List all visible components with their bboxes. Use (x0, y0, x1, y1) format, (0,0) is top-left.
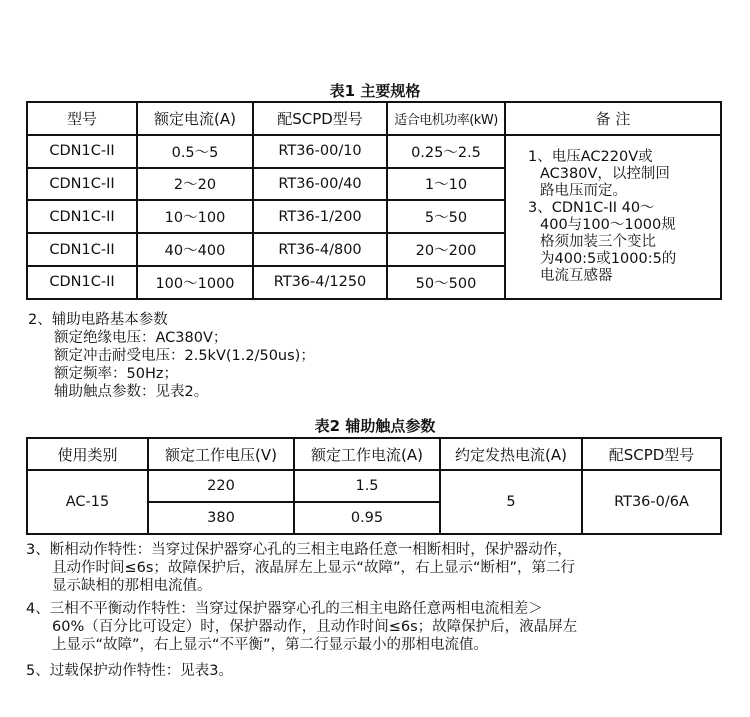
cell-motor-power: 0.25～2.5 (387, 135, 505, 168)
remark-line: 1、电压AC220V或 (528, 148, 653, 165)
phase-loss-section (26, 541, 726, 595)
text-line: 3、断相动作特性：当穿过保护器穿心孔的三相主电路任意一相断相时，保护器动作， (26, 542, 572, 558)
cell-scpd: RT36-0/6A (582, 470, 721, 534)
cell-current: 1.5 (294, 470, 440, 502)
aux-circuit-section (28, 311, 315, 401)
remark-line: 路电压而定。 (540, 182, 627, 199)
cell-voltage: 380 (148, 502, 294, 534)
remarks-cell (505, 135, 721, 299)
overload-section: 5、过载保护动作特性：见表3。 (26, 663, 233, 679)
header-rated-voltage: 额定工作电压(V) (148, 438, 294, 470)
remark-line: 电流互感器 (540, 267, 613, 284)
header-category: 使用类别 (27, 438, 148, 470)
header-thermal-current: 约定发热电流(A) (440, 438, 582, 470)
cell-rated-current: 0.5～5 (137, 135, 253, 168)
cell-motor-power: 1～10 (387, 168, 505, 201)
cell-motor-power: 5～50 (387, 200, 505, 233)
text-line: 且动作时间≤6s；故障保护后，液晶屏左上显示“故障”，右上显示“断相”，第二行 (52, 560, 575, 576)
header-rated-current: 额定电流(A) (137, 102, 253, 135)
cell-model: CDN1C-II (27, 168, 137, 201)
imbalance-section (26, 600, 726, 654)
cell-model: CDN1C-II (27, 233, 137, 266)
cell-rated-current: 10～100 (137, 200, 253, 233)
remark-line: AC380V，以控制回 (540, 165, 670, 182)
text-line: 4、三相不平衡动作特性：当穿过保护器穿心孔的三相主电路任意两相电流相差＞ (26, 601, 543, 617)
header-rated-current: 额定工作电流(A) (294, 438, 440, 470)
cell-scpd-model: RT36-1/200 (253, 200, 387, 233)
cell-rated-current: 2～20 (137, 168, 253, 201)
table-row (27, 470, 721, 502)
cell-model: CDN1C-II (27, 135, 137, 168)
text-line: 60%（百分比可设定）时，保护器动作，且动作时间≤6s；故障保护后，液晶屏左 (52, 619, 578, 635)
cell-scpd-model: RT36-00/40 (253, 168, 387, 201)
table-row (27, 135, 721, 168)
table-header-row (27, 438, 721, 470)
cell-motor-power: 20～200 (387, 233, 505, 266)
cell-rated-current: 100～1000 (137, 266, 253, 299)
aux-contact-table (26, 437, 722, 535)
remark-line: 格须加装三个变比 (540, 233, 656, 250)
param-line: 额定绝缘电压：AC380V； (54, 330, 228, 346)
remark-line: 为400:5或1000:5的 (540, 250, 677, 267)
text-line: 显示缺相的那相电流值。 (52, 578, 212, 594)
table1-caption: 表1 主要规格 (329, 82, 421, 100)
cell-voltage: 220 (148, 470, 294, 502)
param-line: 额定频率：50Hz； (54, 366, 178, 382)
table2-caption: 表2 辅助触点参数 (314, 417, 436, 435)
header-model: 型号 (27, 102, 137, 135)
header-scpd-model: 配SCPD型号 (253, 102, 387, 135)
cell-category: AC-15 (27, 470, 148, 534)
remark-line: 3、CDN1C-II 40～ (528, 199, 655, 216)
cell-model: CDN1C-II (27, 200, 137, 233)
cell-current: 0.95 (294, 502, 440, 534)
table-header-row (27, 102, 721, 135)
cell-scpd-model: RT36-4/800 (253, 233, 387, 266)
cell-model: CDN1C-II (27, 266, 137, 299)
remark-line: 400与100～1000规 (540, 216, 676, 233)
param-line: 辅助触点参数：见表2。 (54, 384, 209, 400)
cell-scpd-model: RT36-00/10 (253, 135, 387, 168)
param-line: 额定冲击耐受电压：2.5kV(1.2/50us)； (54, 348, 315, 364)
cell-rated-current: 40～400 (137, 233, 253, 266)
text-line: 上显示“故障”，右上显示“不平衡”，第二行显示最小的那相电流值。 (52, 637, 489, 653)
section-title: 2、辅助电路基本参数 (28, 312, 168, 328)
cell-scpd-model: RT36-4/1250 (253, 266, 387, 299)
cell-thermal-current: 5 (440, 470, 582, 534)
header-remarks: 备 注 (505, 102, 721, 135)
header-motor-power: 适合电机功率(kW) (387, 102, 505, 135)
cell-motor-power: 50～500 (387, 266, 505, 299)
main-specs-table (26, 101, 722, 300)
header-scpd-model: 配SCPD型号 (582, 438, 721, 470)
